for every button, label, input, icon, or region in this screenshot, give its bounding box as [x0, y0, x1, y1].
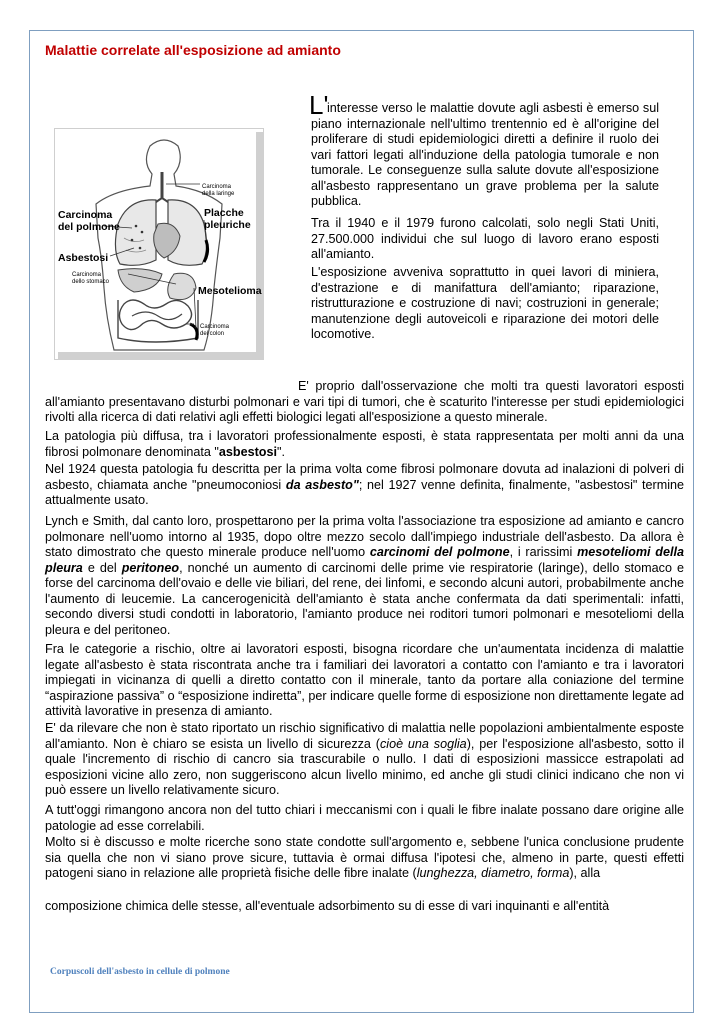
body-paragraph-12: composizione chimica delle stesse, all'eventuale adsorbimento su di esse di vari inquinanti e all'entità — [45, 899, 610, 913]
label-placche-2: pleuriche — [204, 219, 251, 231]
term-carcinomi-polmone: carcinomi del polmone — [369, 545, 510, 559]
label-carcinoma-stomaco-1: Carcinoma — [72, 272, 102, 278]
p5-text: La patologia più diffusa, tra i lavoratori professionalmente esposti, è stata rappresentata per molti anni da una fibrosi polmonare denominata " — [45, 429, 684, 459]
body-paragraph-5 — [45, 429, 684, 460]
term-da-asbesto: da asbesto" — [285, 477, 359, 492]
p7-text-g: , nonché un aumento di carcinomi delle prime vie respiratorie (laringe), dello stomaco e forse del carcinoma dell'ovaio e delle vie biliari, del rene, dei linfomi, e secondo alcuni autori, probabilmente anche l'aumento di leucemie. La cancerogenicità dell'amianto è stata anche confermata da dati sperimentali: infatti, secondo diversi studi condotti in laboratorio, l'amianto produce nei roditori tumori polmonari e mesoteliomi della pleura e del peritoneo. — [45, 560, 684, 637]
body-paragraph-7 — [45, 514, 684, 638]
p7-text-e: e del — [82, 560, 122, 575]
intro-paragraph-2: Tra il 1940 e il 1979 furono calcolati, solo negli Stati Uniti, 27.500.000 individui che sul luogo di lavoro erano esposti all'amianto. — [311, 216, 659, 261]
drop-cap: L' — [309, 90, 329, 120]
p6-end: ; nel 1927 venne definita, finalmente, "asbestosi" termine attualmente usato. — [45, 477, 684, 507]
p7-text-c: , i rarissimi — [509, 545, 578, 559]
body-paragraph-8: Fra le categorie a rischio, oltre ai lavoratori esposti, bisogna ricordare che un'aumentata incidenza di malattie legate all'asbesto è stata riscontrata anche tra i familiari dei lavoratori a contatto con l'amianto e tra i lavoratori impiegati in vicinanza di quelli a diretto contatto con il minerale, tanto da portare alla coniazione del termine “aspirazione passiva” o “esposizione indiretta”, per indicare quelle forme di esposizione non direttamente legate ad attività lavorative in presenza di amianto. — [45, 642, 684, 718]
intro-p1-text: interesse verso le malattie dovute agli asbesti è emerso sul piano internazionale nell'ultimo trentennio ed è all'origine del proliferare di studi epidemiologici diretti a definire il ruolo dei vari fattori legati all'induzione della patologia tumorale e non tumorale. Le conseguenze sulla salute dovute all'esposizione all'asbesto rappresentano un grave problema per la salute pubblica. — [311, 101, 659, 208]
term-lunghezza-diametro-forma: lunghezza, diametro, forma — [416, 866, 570, 880]
page-title: Malattie correlate all'esposizione ad amianto — [45, 42, 341, 58]
label-mesotelioma: Mesotelioma — [198, 285, 262, 297]
label-carcinoma-stomaco-2: dello stomaco — [72, 279, 110, 285]
p5-end: ". — [277, 444, 285, 459]
p11-text-c: ), alla — [569, 866, 601, 880]
intro-paragraph-1 — [311, 101, 659, 210]
p11-text-a: Molto si è discusso e molte ricerche sono state condotte sull'argomento e, sebbene l'unica conclusione prudente sia quella che non vi siano prove sicure, tuttavia è ormai diffusa l'ipotesi che, almeno in parte, questi effetti patogeni siano in relazione alle proprietà fisiche delle fibre inalate ( — [45, 835, 684, 880]
label-carcinoma-laringe-2: della laringe — [202, 191, 235, 197]
label-carcinoma-polmone-1: Carcinoma — [58, 209, 113, 221]
body-paragraph-11 — [45, 835, 684, 882]
footer-caption: Corpuscoli dell'asbesto in cellule di polmone — [50, 967, 230, 977]
p7-text-a: Lynch e Smith, dal canto loro, prospettarono per la prima volta l'associazione tra esposizione ad amianto e cancro polmonare nell'uomo intorno al 1935, dopo oltre mezzo secolo dall'impiego industriale dell'asbesto. Da allora è stato dimostrato che questo minerale produce nell'uomo — [45, 514, 684, 559]
term-mesoteliomi: mesoteliomi della pleura — [45, 545, 685, 575]
label-placche-1: Placche — [204, 207, 244, 219]
term-peritoneo: peritoneo — [121, 560, 180, 575]
label-asbestosi: Asbestosi — [58, 252, 109, 264]
intro-paragraph-3: L'esposizione avveniva soprattutto in quei lavori di miniera, d'estrazione e di manifattura dell'amianto; riparazione, ristrutturazione e costruzione di navi; costruzioni in generale; manutenzione degli autoveicoli e riparazione dei motori delle locomotive. — [311, 265, 659, 341]
p6-text: Nel 1924 questa patologia fu descritta per la prima volta come fibrosi polmonare dovuta ad inalazioni di polveri di asbesto, chiamata anche "pneumoconiosi — [45, 462, 684, 492]
label-carcinoma-polmone-2: del polmone — [58, 221, 120, 233]
body-paragraph-10: A tutt'oggi rimangono ancora non del tutto chiari i meccanismi con i quali le fibre inalate possano dare origine alle patologie ad esse correlabili. — [45, 803, 684, 833]
body-paragraph-4: E' proprio dall'osservazione che molti tra questi lavoratori esposti all'amianto presentavano disturbi polmonari e vari tipi di tumori, che è scaturito l'interesse per studi epidemiologici rivolti alla ricerca di dati relativi agli effetti biologici legati all'esposizione a questo minerale. — [45, 379, 684, 424]
label-carcinoma-colon-2: del colon — [200, 331, 225, 337]
label-carcinoma-colon-1: Carcinoma — [200, 324, 230, 330]
body-paragraph-9 — [45, 721, 684, 799]
p9-text-a: E' da rilevare che non è stato riportato un rischio significativo di malattia nelle popolazioni ambientalmente esposte all'amianto. Non è chiaro se esista un livello di sicurezza ( — [45, 721, 684, 751]
term-asbestosi: asbestosi — [218, 444, 277, 459]
body-paragraph-6 — [45, 462, 684, 509]
p9-text-c: ), per l'esposizione all'asbesto, sotto il quale l'incremento di rischio di cancro sia trascurabile o nullo. I dati di esposizioni massicce estrapolati ad esposizioni vicine allo zero, non suggeriscono alcun livello minimo, ed anche gli studi clinici indicano che non vi può essere un livello relativamente sicuro. — [45, 736, 684, 797]
term-cioe-una-soglia: cioè una soglia — [379, 736, 467, 751]
label-carcinoma-laringe-1: Carcinoma — [202, 184, 232, 190]
anatomy-figure — [54, 128, 264, 360]
